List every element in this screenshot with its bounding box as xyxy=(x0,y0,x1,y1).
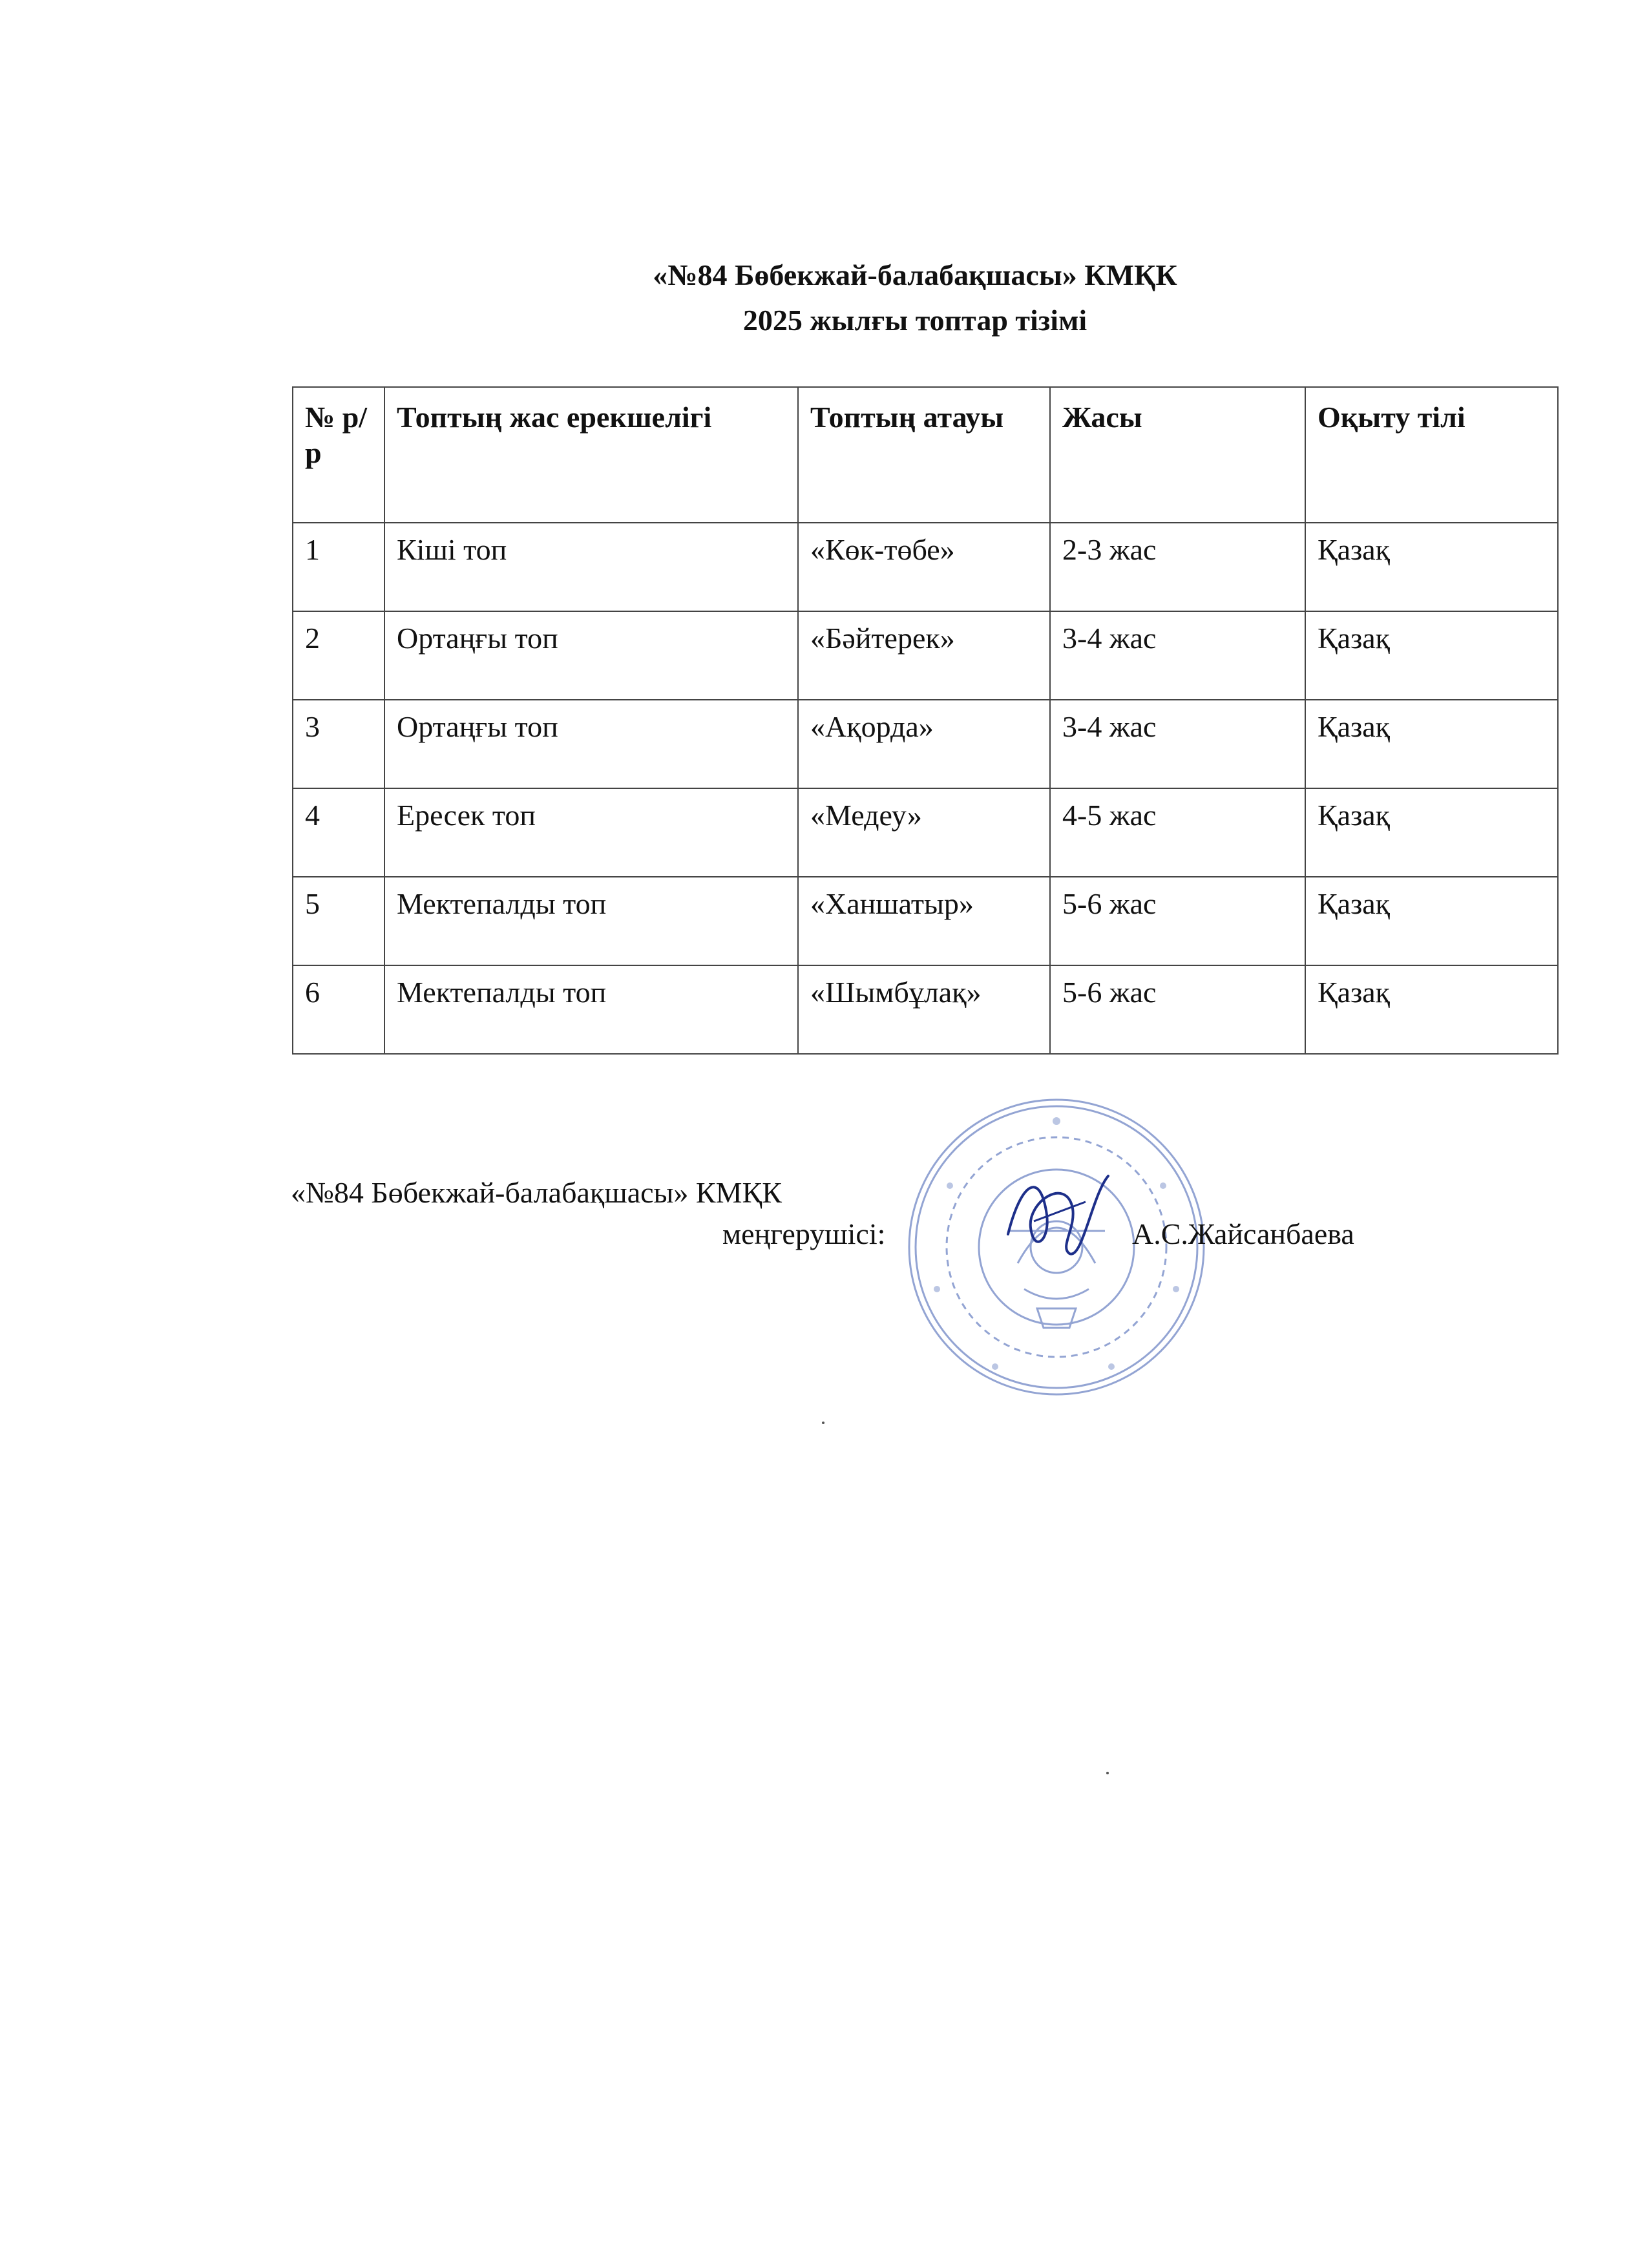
header-age: Жасы xyxy=(1050,387,1305,523)
header-number: № р/р xyxy=(293,387,384,523)
scan-speck xyxy=(1106,1772,1109,1774)
cell-number: 6 xyxy=(293,965,384,1054)
document-subtitle: 2025 жылғы топтар тізімі xyxy=(742,304,1087,337)
cell-language: Қазақ xyxy=(1305,611,1558,700)
cell-number: 5 xyxy=(293,877,384,965)
cell-number: 2 xyxy=(293,611,384,700)
cell-language: Қазақ xyxy=(1305,965,1558,1054)
footer-role: меңгерушісі: xyxy=(722,1217,886,1250)
cell-language: Қазақ xyxy=(1305,788,1558,877)
table-row xyxy=(293,611,1558,700)
cell-age-group: Ересек топ xyxy=(384,788,798,877)
signature-image xyxy=(995,1157,1124,1273)
cell-number: 4 xyxy=(293,788,384,877)
footer-organization: «№84 Бөбекжай-балабақшасы» КМҚК xyxy=(291,1176,782,1209)
table-row xyxy=(293,965,1558,1054)
cell-group-name: «Медеу» xyxy=(798,788,1050,877)
cell-age-group: Кіші топ xyxy=(384,523,798,611)
cell-age: 5-6 жас xyxy=(1050,965,1305,1054)
cell-language: Қазақ xyxy=(1305,877,1558,965)
table-row xyxy=(293,877,1558,965)
cell-group-name: «Шымбұлақ» xyxy=(798,965,1050,1054)
cell-group-name: «Бәйтерек» xyxy=(798,611,1050,700)
cell-group-name: «Ханшатыр» xyxy=(798,877,1050,965)
table-row xyxy=(293,788,1558,877)
cell-number: 3 xyxy=(293,700,384,788)
groups-table xyxy=(292,386,1559,1055)
cell-group-name: «Ақорда» xyxy=(798,700,1050,788)
cell-age: 4-5 жас xyxy=(1050,788,1305,877)
cell-age-group: Мектепалды топ xyxy=(384,877,798,965)
table-row xyxy=(293,523,1558,611)
cell-age: 2-3 жас xyxy=(1050,523,1305,611)
header-language: Оқыту тілі xyxy=(1305,387,1558,523)
table-row xyxy=(293,700,1558,788)
cell-language: Қазақ xyxy=(1305,700,1558,788)
cell-language: Қазақ xyxy=(1305,523,1558,611)
cell-age: 5-6 жас xyxy=(1050,877,1305,965)
document-title: «№84 Бөбекжай-балабақшасы» КМҚК xyxy=(653,258,1177,291)
cell-group-name: «Көк-төбе» xyxy=(798,523,1050,611)
cell-age: 3-4 жас xyxy=(1050,700,1305,788)
scan-speck xyxy=(822,1422,824,1424)
cell-number: 1 xyxy=(293,523,384,611)
cell-age-group: Мектепалды топ xyxy=(384,965,798,1054)
header-age-group: Топтың жас ерекшелігі xyxy=(384,387,798,523)
table-header-row xyxy=(293,387,1558,523)
cell-age-group: Ортаңғы топ xyxy=(384,611,798,700)
footer-signatory-name: А.С.Жайсанбаева xyxy=(1132,1217,1354,1250)
header-group-name: Топтың атауы xyxy=(798,387,1050,523)
cell-age-group: Ортаңғы топ xyxy=(384,700,798,788)
cell-age: 3-4 жас xyxy=(1050,611,1305,700)
